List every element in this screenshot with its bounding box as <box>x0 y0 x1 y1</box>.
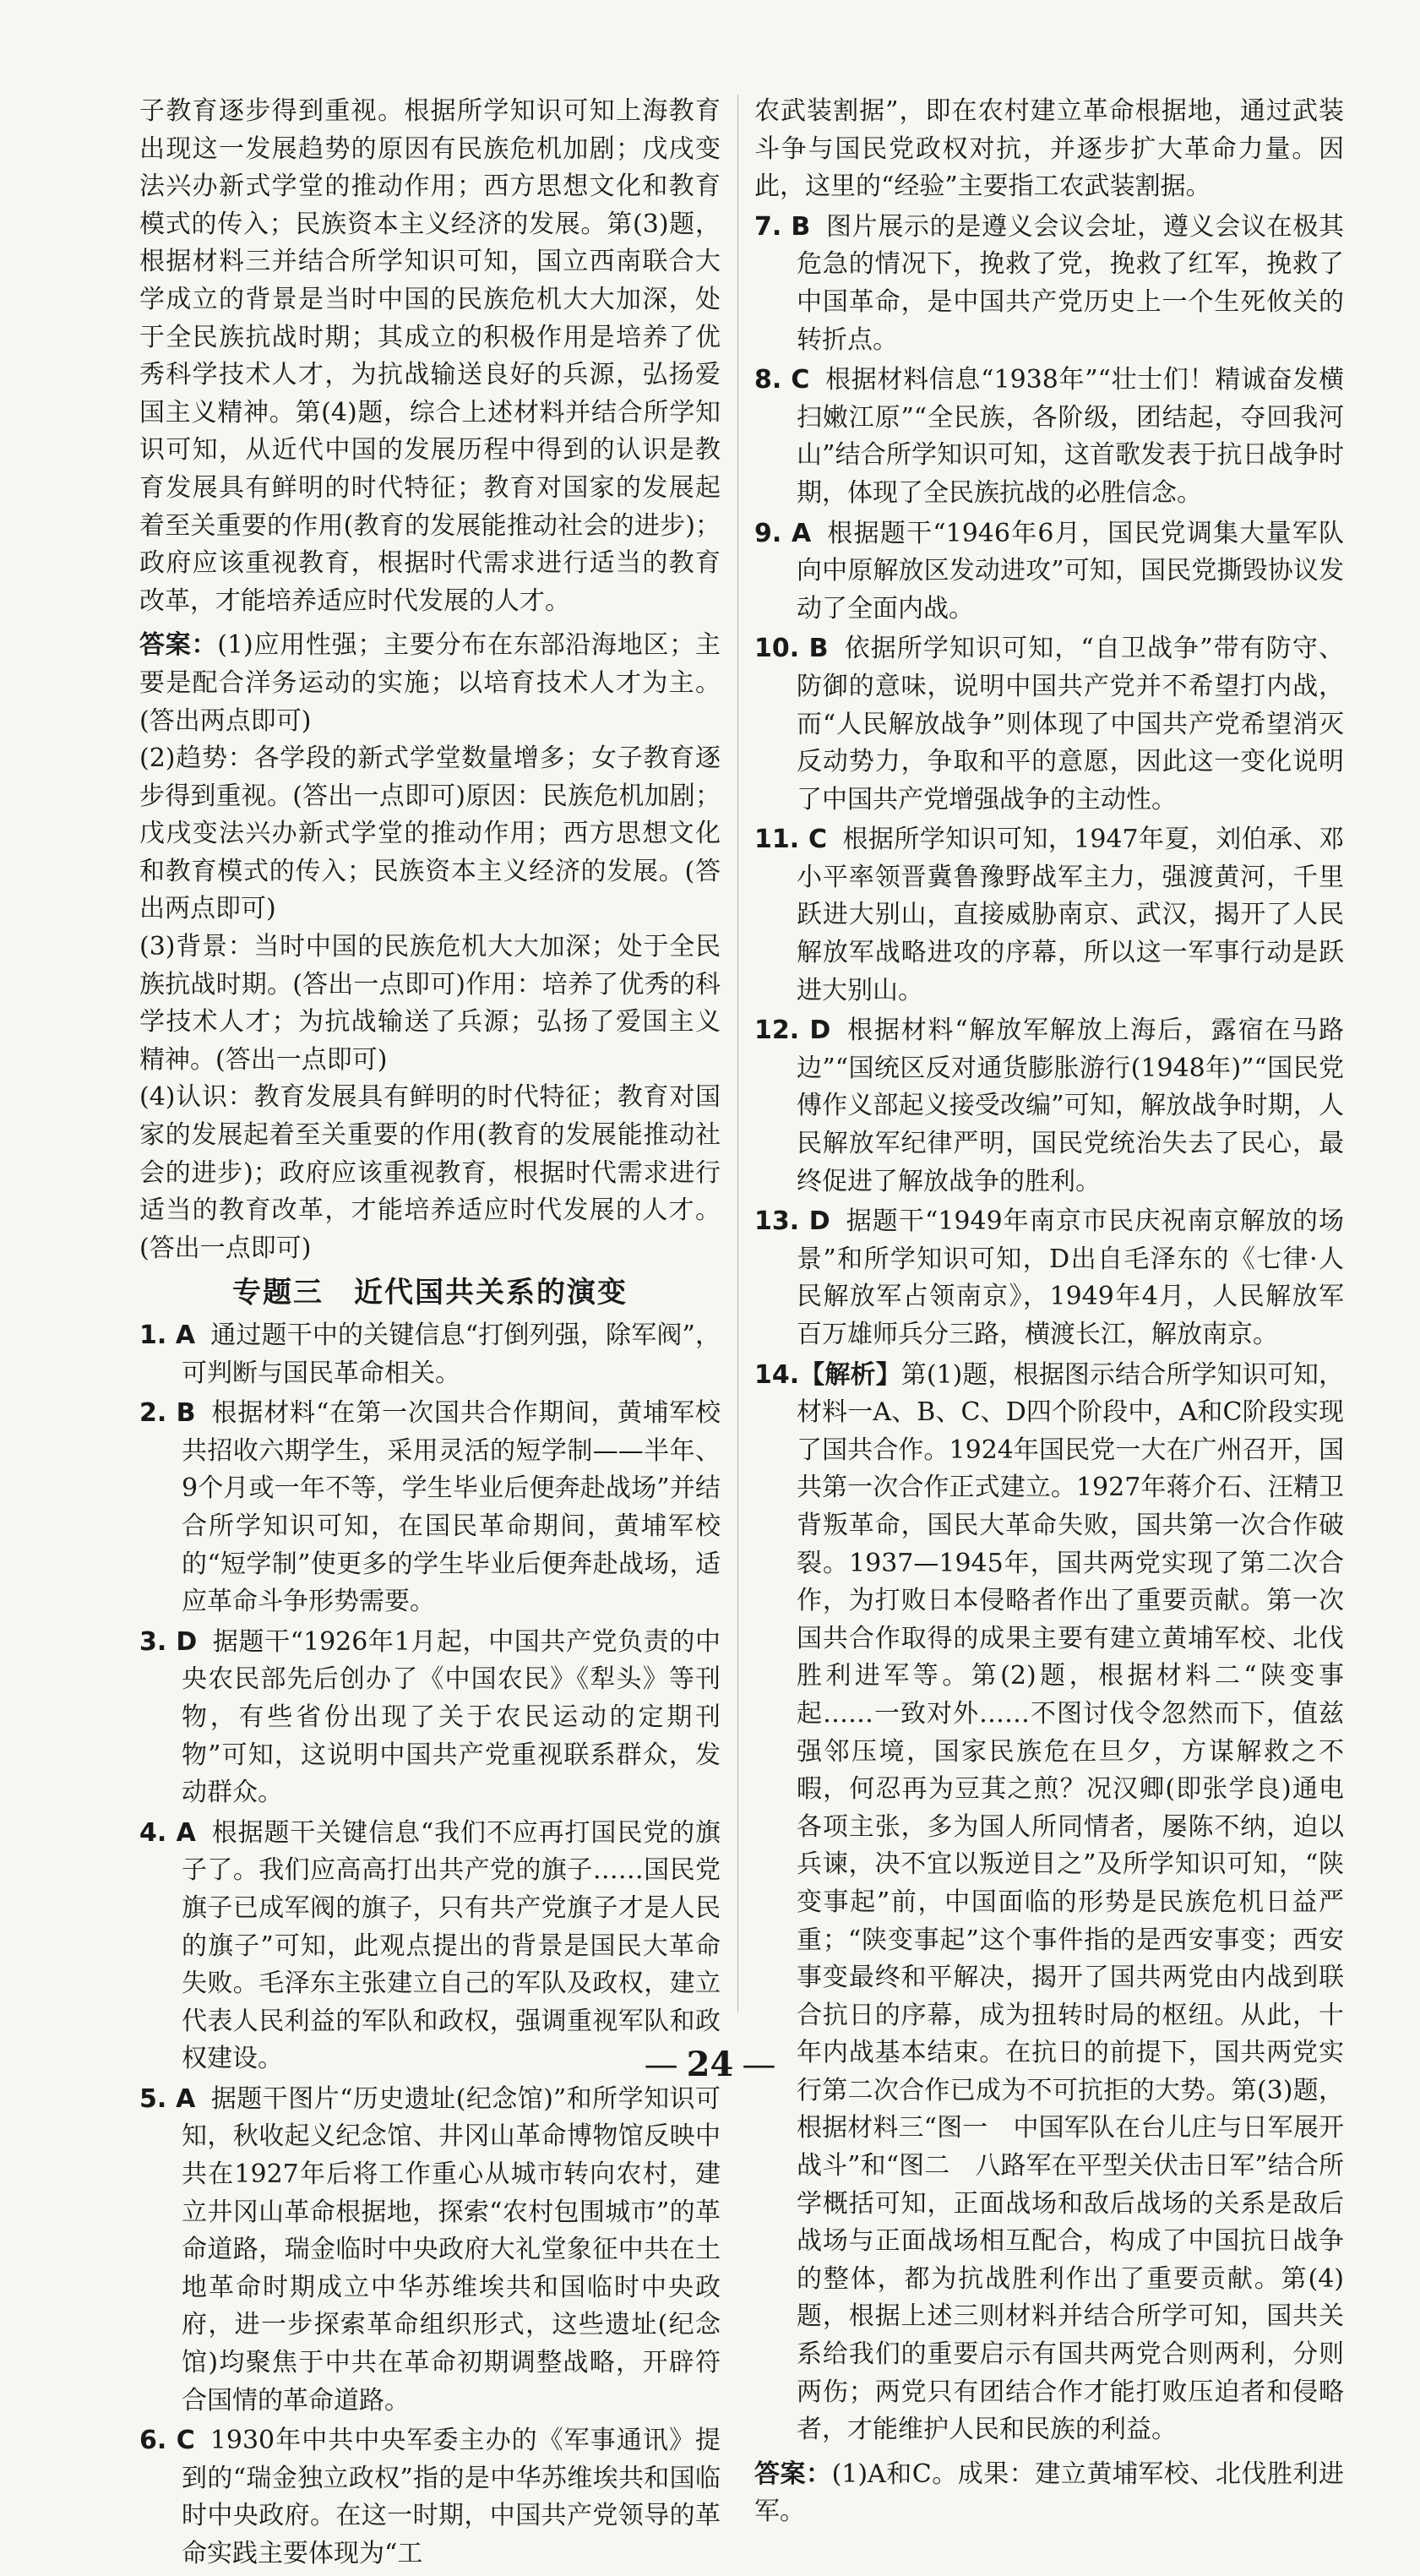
question-item <box>139 2081 721 2420</box>
question-number: 11. C <box>754 825 828 855</box>
question-14-analysis: 第(1)题，根据图示结合所学知识可知，材料一A、B、C、D四个阶段中，A和C阶段实现了国共合作。1924年国民党一大在广州召开，国共第一次合作正式建立。1927年蒋介石、汪精卫背叛革命，国民大革命失败，国共第一次合作破裂。1937—1945年，国共两党实现了第二次合作，为打败日本侵略者作出了重要贡献。第一次国共合作取得的成果主要有建立黄埔军校、北伐胜利进军等。第(2)题，根据材料二“陕变事起……一致对外……不图讨伐令忽然而下，值兹强邻压境，国家民族危在旦夕，方谋解救之不暇，何忍再为豆萁之煎？况汉卿(即张学良)通电各项主张，多为国人所同情者，屡陈不纳，迫以兵谏，决不宜以叛逆目之”及所学知识可知，“陕变事起”前，中国面临的形势是民族危机日益严重；“陕变事起”这个事件指的是西安事变；西安事变最终和平解决，揭开了国共两党由内战到联合抗日的序幕，成为扭转时局的枢纽。从此，十年内战基本结束。在抗日的前提下，国共两党实行第二次合作已成为不可抗拒的大势。第(3)题，根据材料三“图一 中国军队在台儿庄与日军展开战斗”和“图二 八路军在平型关伏击日军”结合所学概括可知，正面战场和敌后战场的关系是敌后战场与正面战场相互配合，构成了中国抗日战争的整体，都为抗战胜利作出了重要贡献。第(4)题，根据上述三则材料并结合所学可知，国共关系给我们的重要启示有国共两党合则两利，分则两伤；两党只有团结合作才能打败压迫者和侵略者，才能维护人民和民族的利益。 <box>797 1359 1344 2445</box>
question-text: 依据所学知识可知，“自卫战争”带有防守、防御的意味，说明中国共产党并不希望打内战，而“人民解放战争”则体现了中国共产党希望消灭反动势力，争取和平的意愿，因此这一变化说明了中国共产党增强战争的主动性。 <box>797 634 1344 814</box>
question-number: 13. D <box>754 1206 830 1237</box>
question-text: 根据材料信息“1938年”“壮士们！精诚奋发横扫嫩江原”“全民族，各阶级，团结起，夺回我河山”结合所学知识可知，这首歌发表于抗日战争时期，体现了全民族抗战的必胜信念。 <box>797 365 1345 508</box>
question-number: 2. B <box>139 1398 196 1429</box>
question-item <box>754 362 1344 512</box>
section-heading <box>139 1274 721 1312</box>
footer-dash-left: — <box>644 2045 678 2084</box>
question-item <box>754 1012 1344 1201</box>
question-item <box>139 1624 721 1812</box>
question-item <box>139 1815 721 2078</box>
question-text: 根据题干“1946年6月，国民党调集大量军队向中原解放区发动进攻”可知，国民党撕毁协议发动了全面内战。 <box>797 518 1344 624</box>
question-14-answer <box>754 2456 1344 2531</box>
section-title: 近代国共关系的演变 <box>354 1276 628 1310</box>
question-item <box>754 630 1344 819</box>
question-text: 根据材料“解放军解放上海后，露宿在马路边”“国统区反对通货膨胀游行(1948年)”“国民党傅作义部起义接受改编”可知，解放战争时期，人民解放军纪律严明，国民党统治失去了民心，最终促进了解放战争的胜利。 <box>797 1016 1344 1196</box>
question-number: 3. D <box>139 1626 198 1657</box>
question-number: 8. C <box>754 365 810 395</box>
continued-text: 农武装割据”，即在农村建立革命根据地，通过武装斗争与国民党政权对抗，并逐步扩大革命力量。因此，这里的“经验”主要指工农武装割据。 <box>754 96 1344 202</box>
section-prefix: 专题三 <box>232 1276 324 1310</box>
question-number: 1. A <box>139 1321 196 1350</box>
analysis-label: 【解析】 <box>799 1359 901 1390</box>
question-item <box>139 1317 721 1392</box>
question-14-answer-text: (1)A和C。成果：建立黄埔军校、北伐胜利进军。 <box>754 2459 1344 2527</box>
question-14-number: 14. <box>754 1359 800 1390</box>
question-number: 10. B <box>754 634 829 664</box>
left-column <box>139 93 721 2576</box>
question-number: 4. A <box>139 1817 196 1848</box>
question-number: 5. A <box>139 2083 196 2114</box>
question-text: 根据题干关键信息“我们不应再打国民党的旗子了。我们应高高打出共产党的旗子……国民党旗子已成军阀的旗子，只有共产党旗子才是人民的旗子”可知，此观点提出的背景是国民大革命失败。毛泽东主张建立自己的军队及政权，建立代表人民利益的军队和政权，强调重视军队和政权建设。 <box>182 1817 721 2074</box>
question-item <box>754 1203 1344 1353</box>
question-item <box>139 1395 721 1621</box>
answer-part-2: (2)趋势：各学段的新式学堂数量增多；女子教育逐步得到重视。(答出一点即可)原因：民族危机加剧；戊戌变法兴办新式学堂的推动作用；西方思想文化和教育模式的传入；民族资本主义经济的发展。(答出两点即可) <box>139 743 721 924</box>
answer-part-4: (4)认识：教育发展具有鲜明的时代特征；教育对国家的发展起着至关重要的作用(教育的发展能推动社会的进步)；政府应该重视教育，根据时代需求进行适当的教育改革，才能培养适应时代发展的人才。(答出一点即可) <box>139 1082 721 1263</box>
intro-paragraph: 子教育逐步得到重视。根据所学知识可知上海教育出现这一发展趋势的原因有民族危机加剧；戊戌变法兴办新式学堂的推动作用；西方思想文化和教育模式的传入；民族资本主义经济的发展。第(3)题，根据材料三并结合所学知识可知，国立西南联合大学成立的背景是当时中国的民族危机大大加深，处于全民族抗战时期；其成立的积极作用是培养了优秀科学技术人才，为抗战输送良好的兵源，弘扬爱国主义精神。第(4)题，综合上述材料并结合所学知识可知，从近代中国的发展历程中得到的认识是教育发展具有鲜明的时代特征；教育对国家的发展起着至关重要的作用(教育的发展能推动社会的进步)；政府应该重视教育，根据时代需求进行适当的教育改革，才能培养适应时代发展的人才。 <box>139 96 721 616</box>
footer-dash-right: — <box>742 2045 776 2084</box>
page-number: 24 <box>686 2045 734 2084</box>
question-text: 根据所学知识可知，1947年夏，刘伯承、邓小平率领晋冀鲁豫野战军主力，强渡黄河，千里跃进大别山，直接威胁南京、武汉，揭开了人民解放军战略进攻的序幕，所以这一军事行动是跃进大别山。 <box>797 825 1344 1005</box>
question-14 <box>754 1357 1344 2449</box>
question-text: 通过题干中的关键信息“打倒列强，除军阀”，可判断与国民革命相关。 <box>182 1321 721 1388</box>
question-text: 据题干“1926年1月起，中国共产党负责的中央农民部先后创办了《中国农民》《犁头》等刊物，有些省份出现了关于农民运动的定期刊物”可知，这说明中国共产党重视联系群众，发动群众。 <box>182 1626 721 1808</box>
answer-label: 答案： <box>754 2459 832 2489</box>
question-number: 12. D <box>754 1016 831 1046</box>
question-item <box>754 515 1344 629</box>
question-number: 7. B <box>754 211 811 242</box>
answer-part-3: (3)背景：当时中国的民族危机大大加深；处于全民族抗战时期。(答出一点即可)作用：培养了优秀的科学技术人才；为抗战输送了兵源；弘扬了爱国主义精神。(答出一点即可) <box>139 932 721 1075</box>
question-text: 据题干“1949年南京市民庆祝南京解放的场景”和所学知识可知，D出自毛泽东的《七律·人民解放军占领南京》，1949年4月，人民解放军百万雄师兵分三路，横渡长江，解放南京。 <box>797 1206 1344 1349</box>
answer-block-1 <box>139 627 721 740</box>
question-number: 9. A <box>754 518 812 548</box>
question-text: 据题干图片“历史遗址(纪念馆)”和所学知识可知，秋收起义纪念馆、井冈山革命博物馆反映中共在1927年后将工作重心从城市转向农村，建立井冈山革命根据地，探索“农村包围城市”的革命道路，瑞金临时中央政府大礼堂象征中共在土地革命时期成立中华苏维埃共和国临时中央政府，进一步探索革命组织形式，这些遗址(纪念馆)均聚焦于中共在革命初期调整战略，开辟符合国情的革命道路。 <box>182 2083 721 2415</box>
question-text: 图片展示的是遵义会议会址，遵义会议在极其危急的情况下，挽救了党，挽救了红军，挽救了中国革命，是中国共产党历史上一个生死攸关的转折点。 <box>797 211 1345 355</box>
question-text: 1930年中共中央军委主办的《军事通讯》提到的“瑞金独立政权”指的是中华苏维埃共和国临时中央政府。在这一时期，中国共产党领导的革命实践主要体现为“工 <box>182 2426 721 2568</box>
question-item <box>754 821 1344 1010</box>
question-number: 6. C <box>139 2426 195 2456</box>
question-item <box>754 209 1344 359</box>
question-item <box>139 2422 721 2573</box>
page-footer <box>0 2045 1420 2084</box>
answer-label: 答案： <box>139 630 218 661</box>
answer-part-1: (1)应用性强；主要分布在东部沿海地区；主要是配合洋务运动的实施；以培育技术人才为主。(答出两点即可) <box>139 630 721 736</box>
right-column <box>754 93 1344 2531</box>
question-text: 根据材料“在第一次国共合作期间，黄埔军校共招收六期学生，采用灵活的短学制——半年、9个月或一年不等，学生毕业后便奔赴战场”并结合所学知识可知，在国民革命期间，黄埔军校的“短学制”使更多的学生毕业后便奔赴战场，适应革命斗争形势需要。 <box>182 1398 721 1617</box>
column-divider <box>737 95 738 2012</box>
